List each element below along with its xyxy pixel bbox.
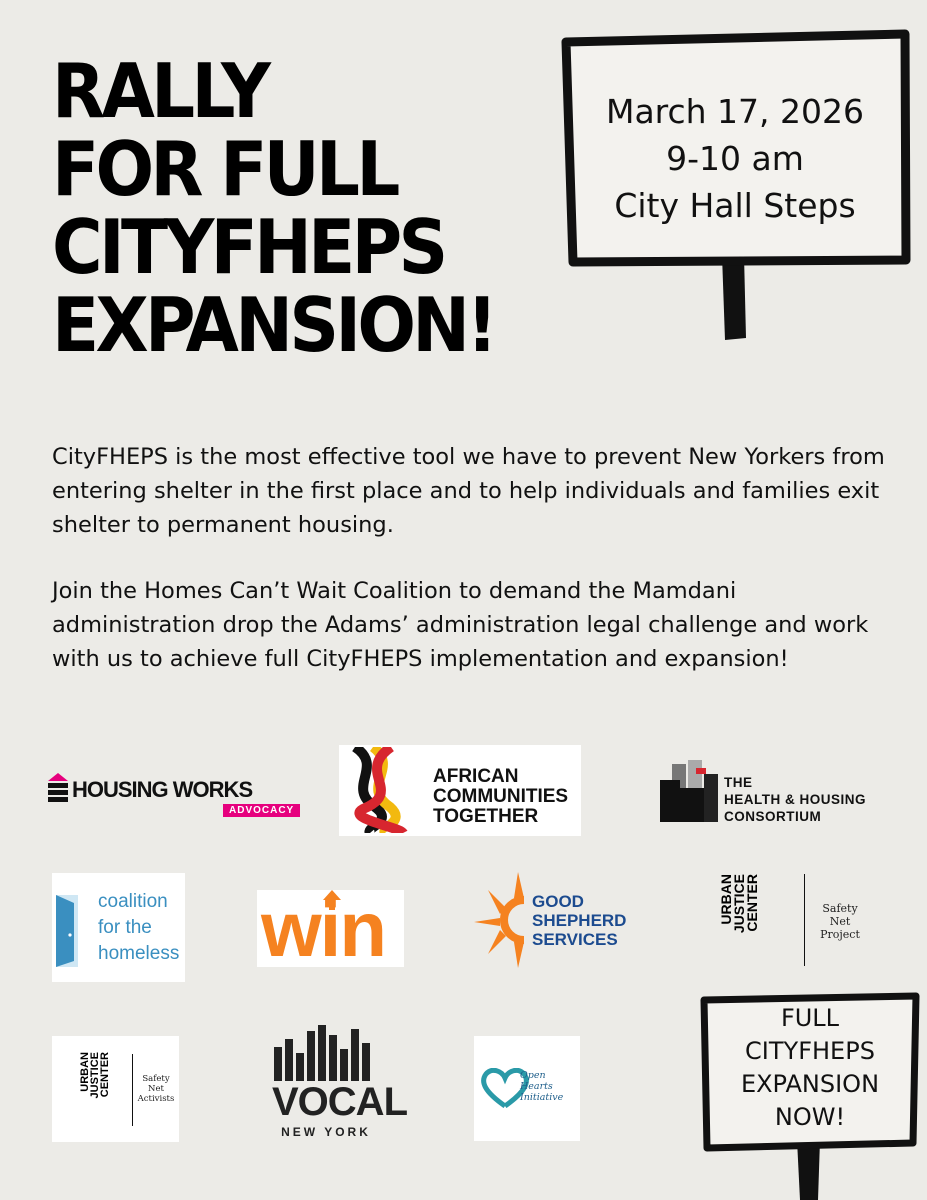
ujc-sub-line: Safety — [822, 902, 858, 915]
bottom-sign-line: CITYFHEPS — [745, 1037, 875, 1065]
cfh-line: homeless — [98, 943, 180, 964]
intro-paragraph: CityFHEPS is the most effective tool we have to prevent New Yorkers from entering shelter in the first place and to help individuals and families exit shelter to permanent housing. — [52, 444, 885, 538]
health-housing-consortium-logo — [660, 760, 900, 826]
ujc-safety-net-project-logo — [718, 872, 872, 968]
hhc-line: THE — [724, 775, 753, 790]
event-details — [570, 88, 900, 229]
act-line: AFRICAN — [433, 766, 519, 787]
gss-line: SERVICES — [532, 930, 618, 949]
intro-text — [52, 440, 902, 708]
ujc-line: JUSTICE — [731, 874, 747, 934]
page-title — [52, 47, 572, 369]
open-hearts-line: Hearts — [520, 1081, 553, 1092]
buildings-icon — [660, 760, 726, 822]
act-line: TOGETHER — [433, 806, 539, 827]
ujc-line: URBAN — [79, 1052, 91, 1092]
hhc-line: CONSORTIUM — [724, 809, 822, 824]
event-time: 9-10 am — [666, 139, 804, 178]
ujc-safety-net-activists-logo — [52, 1036, 179, 1142]
gss-line: GOOD — [532, 892, 584, 911]
open-hearts-line: Initiative — [520, 1092, 564, 1103]
cfh-line: coalition — [98, 891, 168, 912]
ujc-sub-line: Activists — [137, 1094, 175, 1104]
ujc-sub-line: Net — [829, 915, 851, 928]
bottom-sign-line: EXPANSION — [740, 1070, 880, 1098]
vocal-sub: NEW YORK — [281, 1125, 371, 1139]
win-logo — [257, 885, 404, 973]
bottom-sign-line: FULL — [780, 1004, 840, 1032]
ujc-line: URBAN — [718, 874, 734, 925]
house-icon — [48, 773, 68, 803]
cfh-line: for the — [98, 917, 152, 938]
ujc-line: CENTER — [744, 874, 760, 932]
ujc-wordmark — [720, 874, 760, 970]
ujc-sub-line: Project — [820, 928, 860, 941]
win-name: win — [261, 885, 385, 973]
title-line: FOR FULL — [52, 125, 397, 213]
housing-works-tag: ADVOCACY — [223, 804, 300, 817]
sun-icon — [474, 872, 534, 968]
hhc-line: HEALTH & HOUSING — [724, 792, 866, 807]
open-hearts-initiative-logo — [474, 1036, 580, 1141]
title-line: RALLY — [52, 47, 268, 135]
vocal-name: VOCAL — [272, 1080, 407, 1124]
intro-paragraph: Join the Homes Can’t Wait Coalition to demand the Mamdani administration drop the Adams’ administration legal challenge and work with us to achieve full CityFHEPS implementation and expansion! — [52, 578, 869, 672]
ujc-sub — [812, 902, 868, 941]
event-date: March 17, 2026 — [605, 92, 865, 131]
divider — [804, 874, 805, 966]
good-shepherd-services-logo — [474, 872, 634, 968]
sign1-pole — [722, 255, 746, 340]
braid-icon — [345, 747, 415, 833]
ujc-sub-line: Net — [148, 1084, 164, 1094]
gss-line: SHEPHERD — [532, 911, 627, 930]
coalition-for-the-homeless-logo — [52, 873, 185, 982]
title-line: CITYFHEPS — [52, 203, 445, 291]
housing-works-name: HOUSING WORKS — [72, 777, 253, 802]
act-line: COMMUNITIES — [433, 786, 569, 807]
bottom-sign-line: NOW! — [774, 1103, 846, 1131]
ujc-sub — [135, 1074, 177, 1104]
housing-works-logo — [48, 773, 295, 823]
african-communities-together-logo — [339, 745, 581, 836]
door-icon — [56, 895, 82, 967]
ujc-line: JUSTICE — [89, 1052, 101, 1099]
ujc-line: CENTER — [99, 1052, 111, 1098]
open-hearts-text — [520, 1070, 563, 1103]
bottom-sign-text — [705, 1002, 915, 1134]
vocal-new-york-logo — [272, 1025, 407, 1145]
event-location: City Hall Steps — [614, 186, 856, 225]
title-line: EXPANSION! — [52, 281, 495, 369]
skyline-icon — [272, 1025, 380, 1081]
ujc-sub-line: Safety — [142, 1074, 170, 1084]
ujc-wordmark — [80, 1052, 112, 1128]
divider — [132, 1054, 133, 1126]
open-hearts-line: Open — [520, 1070, 546, 1081]
